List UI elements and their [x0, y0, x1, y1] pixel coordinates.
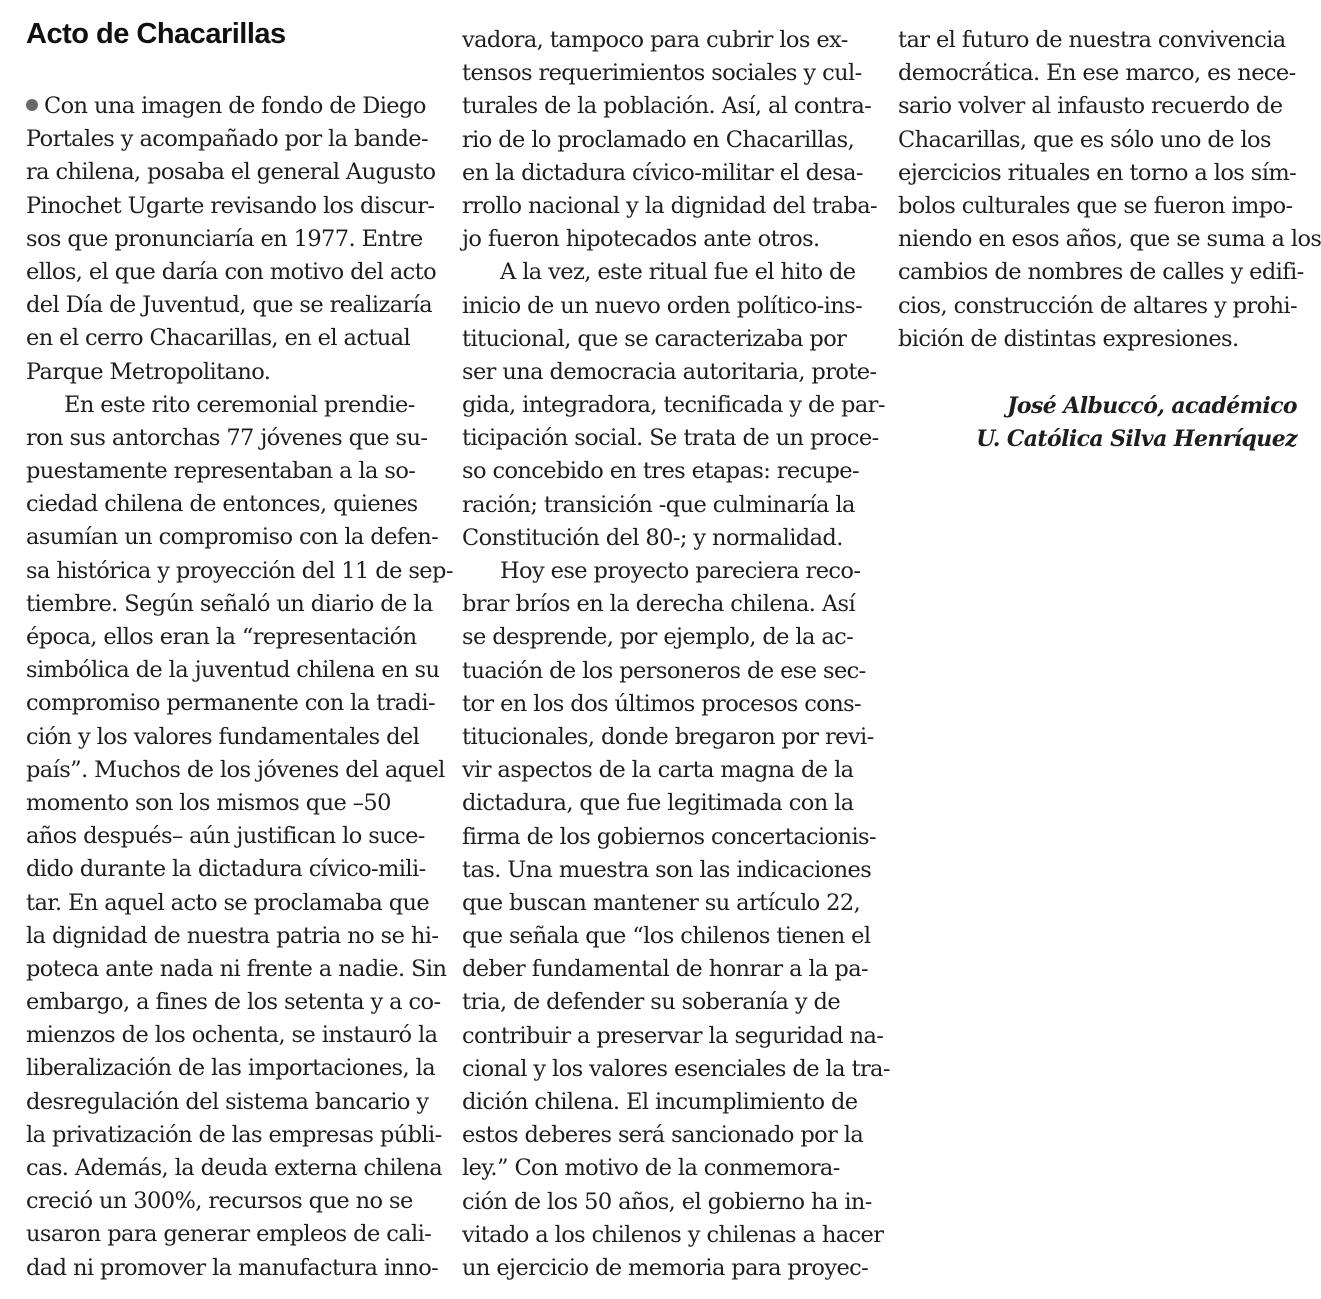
text-line: cambios de nombres de calles y edifi-: [898, 259, 1304, 286]
paragraph-intro: [26, 90, 437, 389]
text-line: Con una imagen de fondo de Diego: [26, 90, 428, 123]
text-line: Constitución del 80-; y normalidad.: [462, 524, 843, 551]
text-line: la dignidad de nuestra patria no se hi-: [26, 922, 439, 949]
text-line: ra chilena, posaba el general Augusto: [26, 159, 436, 186]
author-affiliation: U. Católica Silva Henríquez: [976, 426, 1297, 452]
signature: [976, 390, 1297, 456]
text-line: vadora, tampoco para cubrir los ex-: [462, 27, 848, 53]
text-line: contribuir a preservar la seguridad na-: [462, 1022, 884, 1049]
text-line: so concebido en tres etapas: recupe-: [462, 458, 860, 485]
paragraph-continuation: [462, 24, 878, 256]
text-line: momento son los mismos que –50: [26, 789, 391, 816]
text-line: En este rito ceremonial prendie-: [64, 391, 415, 418]
text-line: ción y los valores fundamentales del: [26, 723, 420, 750]
text-line: jo fueron hipotecados ante otros.: [462, 226, 820, 253]
text-line: brar bríos en la derecha chilena. Así: [462, 591, 856, 618]
text-line: simbólica de la juventud chilena en su: [26, 657, 440, 684]
text-line: deber fundamental de honrar a la pa-: [462, 956, 869, 983]
text-line: ley.” Con motivo de la conmemora-: [462, 1155, 840, 1182]
text-line: ción de los 50 años, el gobierno ha in-: [462, 1188, 872, 1215]
text-line: un ejercicio de memoria para proyec-: [462, 1254, 869, 1281]
text-line: poteca ante nada ni frente a nadie. Sin: [26, 955, 447, 982]
text-line: niendo en esos años, que se suma a los: [898, 226, 1321, 253]
text-line: en la dictadura cívico-militar el desa-: [462, 159, 863, 186]
text-line: se desprende, por ejemplo, de la ac-: [462, 624, 854, 651]
text-line: compromiso permanente con la tradi-: [26, 690, 435, 717]
article-title: Acto de Chacarillas: [26, 18, 286, 50]
author-name: José Albuccó, académico: [1007, 393, 1297, 419]
text-line: época, ellos eran la “representación: [26, 624, 417, 650]
text-line: la privatización de las empresas públi-: [26, 1121, 442, 1148]
bullet-icon: [26, 99, 38, 111]
text-line: sos que pronunciaría en 1977. Entre: [26, 225, 423, 252]
text-line: ración; transición -que culminaría la: [462, 491, 855, 518]
paragraph-ritual: [26, 389, 453, 1285]
text-line: firma de los gobiernos concertacionis-: [462, 823, 876, 850]
text-line: titucional, que se caracterizaba por: [462, 325, 847, 352]
text-line: tor en los dos últimos procesos cons-: [462, 690, 862, 717]
text-line: estos deberes será sancionado por la: [462, 1122, 864, 1149]
text-line: ticipación social. Se trata de un proce-: [462, 425, 879, 452]
text-line: bolos culturales que se fueron impo-: [898, 192, 1293, 219]
text-line: sa histórica y proyección del 11 de sep-: [26, 557, 453, 584]
text-line: que buscan mantener su artículo 22,: [462, 889, 861, 916]
text-line: ellos, el que daría con motivo del acto: [26, 258, 437, 285]
text-line: país”. Muchos de los jóvenes del aquel: [26, 756, 445, 783]
text-line: A la vez, este ritual fue el hito de: [500, 259, 856, 286]
text-line: liberalización de las importaciones, la: [26, 1055, 436, 1082]
text-line: desregulación del sistema bancario y: [26, 1088, 429, 1115]
text-line: bición de distintas expresiones.: [898, 325, 1239, 352]
text-line: puestamente representaban a la so-: [26, 458, 416, 485]
text-line: dido durante la dictadura cívico-mili-: [26, 856, 426, 883]
text-line: mienzos de los ochenta, se instauró la: [26, 1022, 438, 1049]
text-line: ser una democracia autoritaria, prote-: [462, 358, 877, 385]
text-line: vitado a los chilenos y chilenas a hacer: [462, 1221, 884, 1248]
text-line: turales de la población. Así, al contra-: [462, 93, 872, 120]
text-line: cional y los valores esenciales de la tra-: [462, 1055, 890, 1082]
text-line: tria, de defender su soberanía y de: [462, 989, 841, 1016]
text-line: creció un 300%, recursos que no se: [26, 1188, 413, 1215]
text-line: dad ni promover la manufactura inno-: [26, 1254, 439, 1281]
text-line: Portales y acompañado por la bande-: [26, 126, 429, 153]
text-line: tar el futuro de nuestra convivencia: [898, 27, 1286, 53]
text-line: dictadura, que fue legitimada con la: [462, 790, 854, 817]
text-line: rio de lo proclamado en Chacarillas,: [462, 126, 855, 153]
text-line: cas. Además, la deuda externa chilena: [26, 1155, 443, 1181]
text-line: tar. En aquel acto se proclamaba que: [26, 889, 430, 916]
text-line: vir aspectos de la carta magna de la: [462, 757, 854, 784]
text-line: en el cerro Chacarillas, en el actual: [26, 325, 411, 352]
paragraph-conclusion: [898, 24, 1321, 356]
text-line: rrollo nacional y la dignidad del traba-: [462, 192, 878, 219]
text-line: inicio de un nuevo orden político-ins-: [462, 292, 863, 319]
text-line: Parque Metropolitano.: [26, 358, 271, 385]
text-column-2: [462, 24, 890, 1285]
text-line: ron sus antorchas 77 jóvenes que su-: [26, 424, 428, 451]
text-line: que señala que “los chilenos tienen el: [462, 923, 871, 950]
text-line: cios, construcción de altares y prohi-: [898, 292, 1298, 319]
text-line: titucionales, donde bregaron por revi-: [462, 723, 874, 750]
text-line: dición chilena. El incumplimiento de: [462, 1089, 858, 1115]
text-line: Hoy ese proyecto pareciera reco-: [500, 558, 861, 584]
text-line: tas. Una muestra son las indicaciones: [462, 856, 872, 883]
text-line: años después– aún justifican lo suce-: [26, 823, 425, 850]
text-line: ciedad chilena de entonces, quienes: [26, 491, 418, 518]
text-line: tuación de los personeros de ese sec-: [462, 657, 866, 684]
text-line: Chacarillas, que es sólo uno de los: [898, 126, 1271, 153]
text-line: ejercicios rituales en torno a los sím-: [898, 159, 1297, 186]
text-line: gida, integradora, tecnificada y de par-: [462, 392, 885, 419]
text-line: sario volver al infausto recuerdo de: [898, 93, 1283, 120]
text-line: del Día de Juventud, que se realizaría: [26, 292, 433, 319]
text-line: Pinochet Ugarte revisando los discur-: [26, 192, 435, 219]
text-line: tiembre. Según señaló un diario de la: [26, 590, 433, 617]
text-column-3: [898, 24, 1321, 356]
text-line: democrática. En ese marco, es nece-: [898, 60, 1296, 87]
text-column-1: [26, 90, 453, 1285]
paragraph-new-order: [462, 256, 885, 555]
text-line: tensos requerimientos sociales y cul-: [462, 60, 862, 87]
paragraph-today: [462, 555, 890, 1285]
text-line: embargo, a fines de los setenta y a co-: [26, 989, 441, 1016]
text-line: usaron para generar empleos de cali-: [26, 1221, 432, 1248]
text-line: asumían un compromiso con la defen-: [26, 524, 439, 551]
